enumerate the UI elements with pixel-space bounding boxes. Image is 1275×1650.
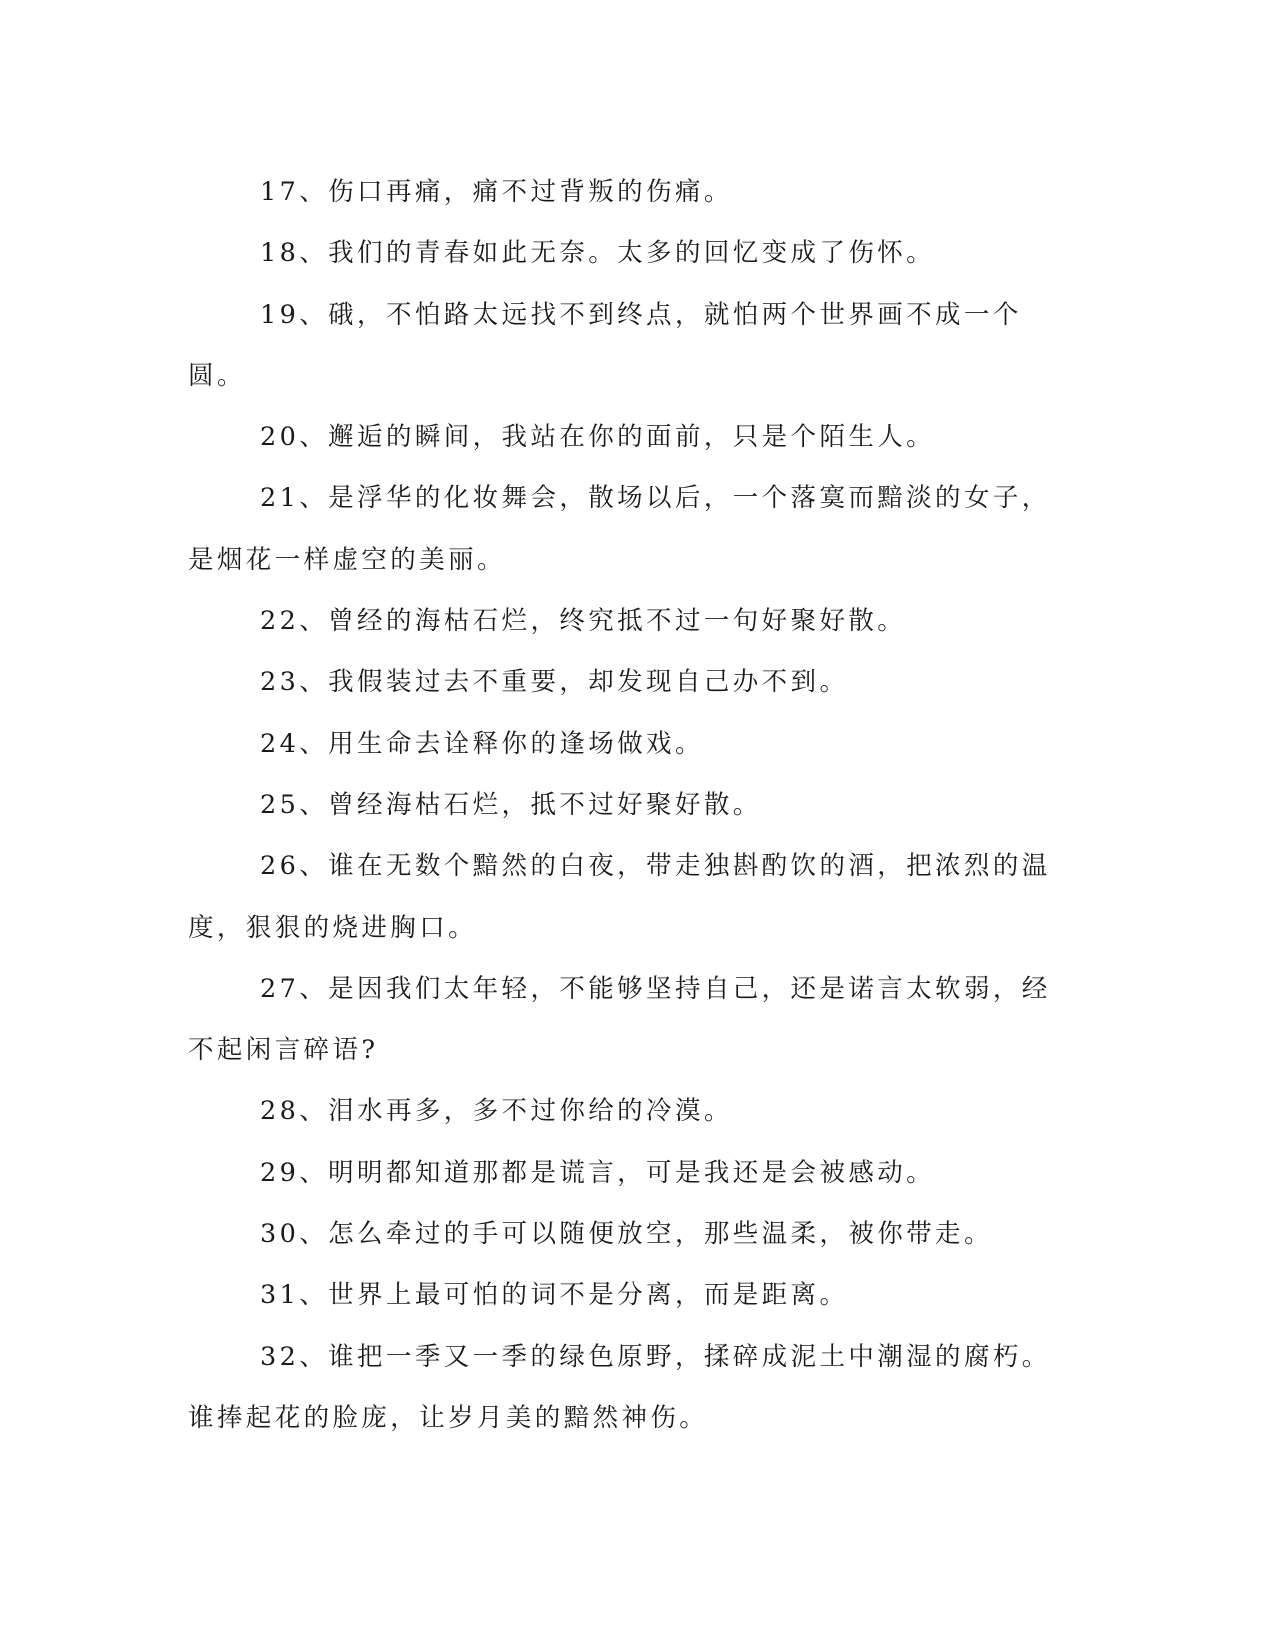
paragraph-30: 30、怎么牵过的手可以随便放空，那些温柔，被你带走。: [260, 1219, 993, 1250]
paragraph-31: 31、世界上最可怕的词不是分离，而是距离。: [260, 1280, 849, 1311]
paragraph-26: 26、谁在无数个黯然的白夜，带走独斟酌饮的酒，把浓烈的温度，狠狠的烧进胸口。: [188, 851, 1051, 943]
paragraph-19: 19、硪，不怕路太远找不到终点，就怕两个世界画不成一个圆。: [188, 299, 1022, 391]
paragraph-21: 21、是浮华的化妆舞会，散场以后，一个落寞而黯淡的女子，是烟花一样虚空的美丽。: [188, 483, 1051, 575]
paragraph-32: 32、谁把一季又一季的绿色原野，揉碎成泥土中潮湿的腐朽。谁捧起花的脸庞，让岁月美的黯然神伤。: [188, 1341, 1051, 1433]
paragraph-17: 17、伤口再痛，痛不过背叛的伤痛。: [260, 177, 733, 207]
paragraph-29: 29、明明都知道那都是谎言，可是我还是会被感动。: [260, 1157, 936, 1188]
paragraph-25: 25、曾经海枯石烂，抵不过好聚好散。: [260, 789, 762, 820]
paragraph-20: 20、邂逅的瞬间，我站在你的面前，只是个陌生人。: [260, 422, 936, 453]
paragraph-28: 28、泪水再多，多不过你给的冷漠。: [260, 1096, 733, 1127]
document-body: [188, 162, 1074, 1449]
paragraph-27: 27、是因我们太年轻，不能够坚持自己，还是诺言太软弱，经不起闲言碎语?: [188, 973, 1051, 1066]
paragraph-18: 18、我们的青春如此无奈。太多的回忆变成了伤怀。: [260, 238, 936, 269]
paragraph-23: 23、我假装过去不重要，却发现自己办不到。: [260, 667, 849, 698]
paragraph-22: 22、曾经的海枯石烂，终究抵不过一句好聚好散。: [260, 606, 907, 637]
paragraph-24: 24、用生命去诠释你的逢场做戏。: [260, 728, 704, 759]
